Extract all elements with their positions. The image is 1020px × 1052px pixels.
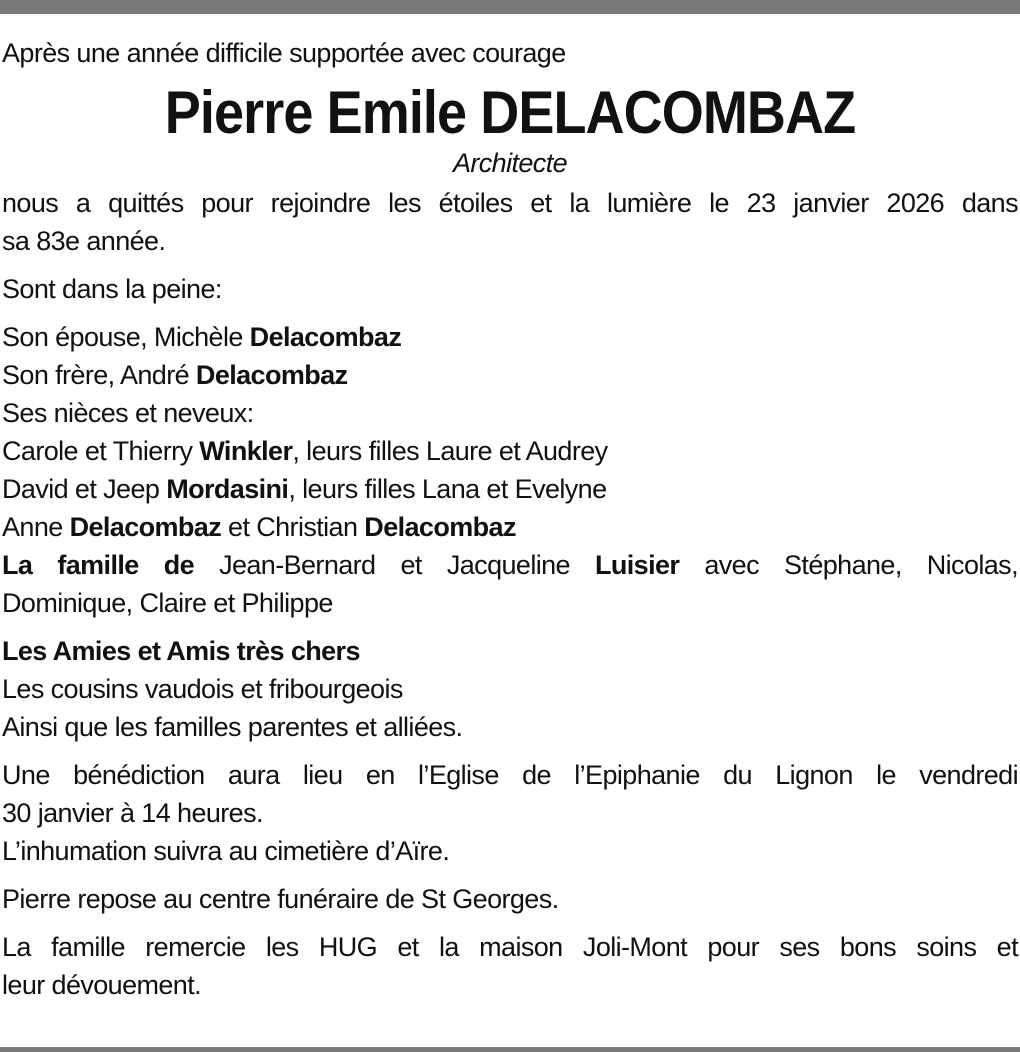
family-wife: Son épouse, Michèle Delacombaz: [2, 322, 402, 352]
family-nieces-intro: Ses nièces et neveux:: [2, 398, 254, 428]
friends-heading: Les Amies et Amis très chers: [2, 636, 360, 666]
ceremony-line-1: Une bénédiction aura lieu en l’Eglise de l’Epiphanie du Lignon le vendredi: [2, 760, 1018, 790]
departure-line-1: nous a quittés pour rejoindre les étoiles et la lumière le 23 janvier 2026 dans: [2, 188, 1018, 218]
ceremony-section: [2, 756, 1018, 870]
thanks-line-2: leur dévouement.: [2, 970, 202, 1000]
friends-section: [2, 632, 1018, 746]
mourning-intro: Sont dans la peine:: [2, 274, 222, 304]
rest-text: Pierre repose au centre funéraire de St Georges.: [2, 884, 559, 914]
burial-text: L’inhumation suivra au cimetière d’Aïre.: [2, 836, 450, 866]
family-extended-line-2: Dominique, Claire et Philippe: [2, 588, 333, 618]
bottom-rule: [0, 1047, 1020, 1052]
family-extended: La famille de Jean-Bernard et Jacqueline Luisier avec Stéphane, Nicolas,: [2, 550, 1018, 580]
intro-text: Après une année difficile supportée avec courage: [2, 38, 566, 68]
deceased-profession: Architecte: [452, 148, 568, 178]
family-niece-2: David et Jeep Mordasini, leurs filles Lana et Evelyne: [2, 474, 607, 504]
top-rule: [0, 0, 1020, 14]
family-list: [2, 318, 1018, 622]
thanks-section: [2, 928, 1018, 1004]
obituary-notice: [2, 34, 1018, 1004]
friends-cousins: Les cousins vaudois et fribourgeois: [2, 674, 403, 704]
friends-relatives: Ainsi que les familles parentes et alliées.: [2, 712, 463, 742]
departure-paragraph: [2, 184, 1018, 260]
family-niece-1: Carole et Thierry Winkler, leurs filles Laure et Audrey: [2, 436, 608, 466]
family-brother: Son frère, André Delacombaz: [2, 360, 348, 390]
thanks-line-1: La famille remercie les HUG et la maison Joli-Mont pour ses bons soins et: [2, 932, 1018, 962]
departure-line-2: sa 83e année.: [2, 226, 166, 256]
ceremony-line-2: 30 janvier à 14 heures.: [2, 798, 263, 828]
family-niece-3: Anne Delacombaz et Christian Delacombaz: [2, 512, 516, 542]
deceased-name: Pierre Emile DELACOMBAZ: [164, 79, 856, 146]
